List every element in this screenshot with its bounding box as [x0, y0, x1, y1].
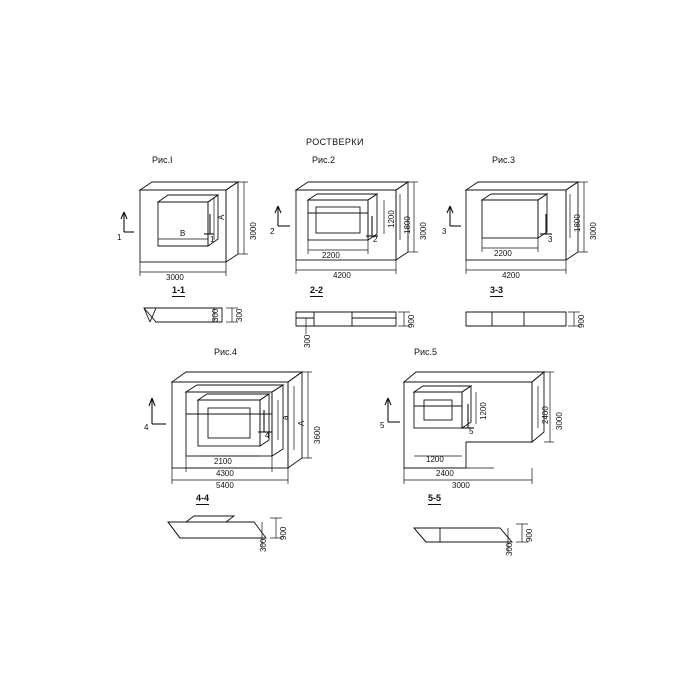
fig2-dim-inner-right: 1800 [403, 216, 412, 234]
fig1-section-label: 1-1 [172, 285, 186, 295]
fig2-section-label: 2-2 [310, 285, 324, 295]
sheet-title: РОСТВЕРКИ [306, 137, 364, 147]
fig4-section-dim-right: 900 [279, 526, 288, 540]
fig2-dim-right: 3000 [419, 222, 428, 240]
fig5-caption: Рис.5 [414, 347, 438, 357]
fig1-dim-inner-vertical: A [217, 214, 226, 220]
fig1-section-dim-right: 300 [235, 308, 244, 322]
fig3-caption: Рис.3 [492, 155, 516, 165]
fig5-plan [404, 372, 544, 468]
fig3-cut-mark-left: 3 [442, 227, 447, 236]
fig2-section-dimensions [306, 312, 410, 334]
fig3-dim-right: 3000 [589, 222, 598, 240]
fig5-dim-inner-vertical: 1200 [479, 402, 488, 420]
fig1-cut-mark-left: 1 [117, 233, 122, 242]
fig3-section [466, 312, 566, 326]
fig3-dim-bottom: 4200 [502, 271, 520, 280]
fig5-dim-inner-bottom: 2400 [436, 469, 454, 478]
fig4-plan [172, 372, 302, 468]
fig4-dim-inner-bottom: 4300 [216, 469, 234, 478]
fig4-dim-bottom: 5400 [216, 481, 234, 490]
fig5-section-label: 5-5 [428, 493, 442, 503]
fig1-cut-mark-right: 1 [210, 235, 215, 244]
fig1-dim-right: 3000 [249, 222, 258, 240]
fig5-dim-inner-bottom2: 1200 [426, 455, 444, 464]
fig2-cut-mark-left: 2 [270, 227, 275, 236]
fig4-caption: Рис.4 [214, 347, 238, 357]
fig4-cut-marks [149, 398, 272, 432]
fig3-cut-marks [447, 206, 552, 234]
fig5-cut-marks [385, 398, 474, 428]
fig4-dim-inner-bottom2: 2100 [214, 457, 232, 466]
fig3-section-dim-right: 900 [577, 314, 586, 328]
fig2-section-dim-right: 900 [407, 314, 416, 328]
fig4-section-label: 4-4 [196, 493, 210, 503]
fig1-section-dim-left: 300 [211, 308, 220, 322]
fig1-plan [140, 182, 238, 262]
fig4-dim-right: 3600 [313, 426, 322, 444]
fig1-dim-inner-horizontal: B [180, 229, 186, 238]
fig4-cut-mark-right: 4 [265, 431, 270, 440]
fig1-cut-marks [121, 212, 214, 234]
fig4-section-dim-left: 300 [259, 538, 268, 552]
fig2-caption: Рис.2 [312, 155, 336, 165]
fig2-dim-inner-vertical: 1200 [387, 210, 396, 228]
fig5-cut-mark-right: 5 [469, 427, 474, 436]
fig3-section-label: 3-3 [490, 285, 504, 295]
fig5-dim-bottom: 3000 [452, 481, 470, 490]
fig4-section [168, 516, 266, 538]
fig3-dim-inner-right: 1800 [573, 214, 582, 232]
fig1-caption: Рис.I [152, 155, 173, 165]
fig2-dim-inner-bottom: 2200 [322, 251, 340, 260]
fig5-dim-right: 3000 [555, 412, 564, 430]
fig4-dim-inner-vertical: a [281, 415, 290, 420]
fig3-dim-inner-bottom: 2200 [494, 249, 512, 258]
fig2-section-dim-left: 300 [303, 334, 312, 348]
fig2-dim-bottom: 4200 [333, 271, 351, 280]
fig5-dim-inner-right: 2400 [541, 406, 550, 424]
fig5-section-dim-left: 300 [505, 542, 514, 556]
fig2-section [296, 312, 396, 326]
fig1-dim-bottom: 3000 [166, 273, 184, 282]
fig2-cut-mark-right: 2 [373, 235, 378, 244]
fig4-dimensions [172, 372, 312, 484]
fig5-section [414, 528, 512, 542]
fig4-dim-inner-right: A [297, 420, 306, 426]
fig5-cut-mark-left: 5 [380, 421, 385, 430]
fig2-cut-marks [275, 206, 378, 236]
fig3-cut-mark-right: 3 [548, 235, 553, 244]
fig4-cut-mark-left: 4 [144, 423, 149, 432]
fig5-section-dim-right: 900 [525, 528, 534, 542]
